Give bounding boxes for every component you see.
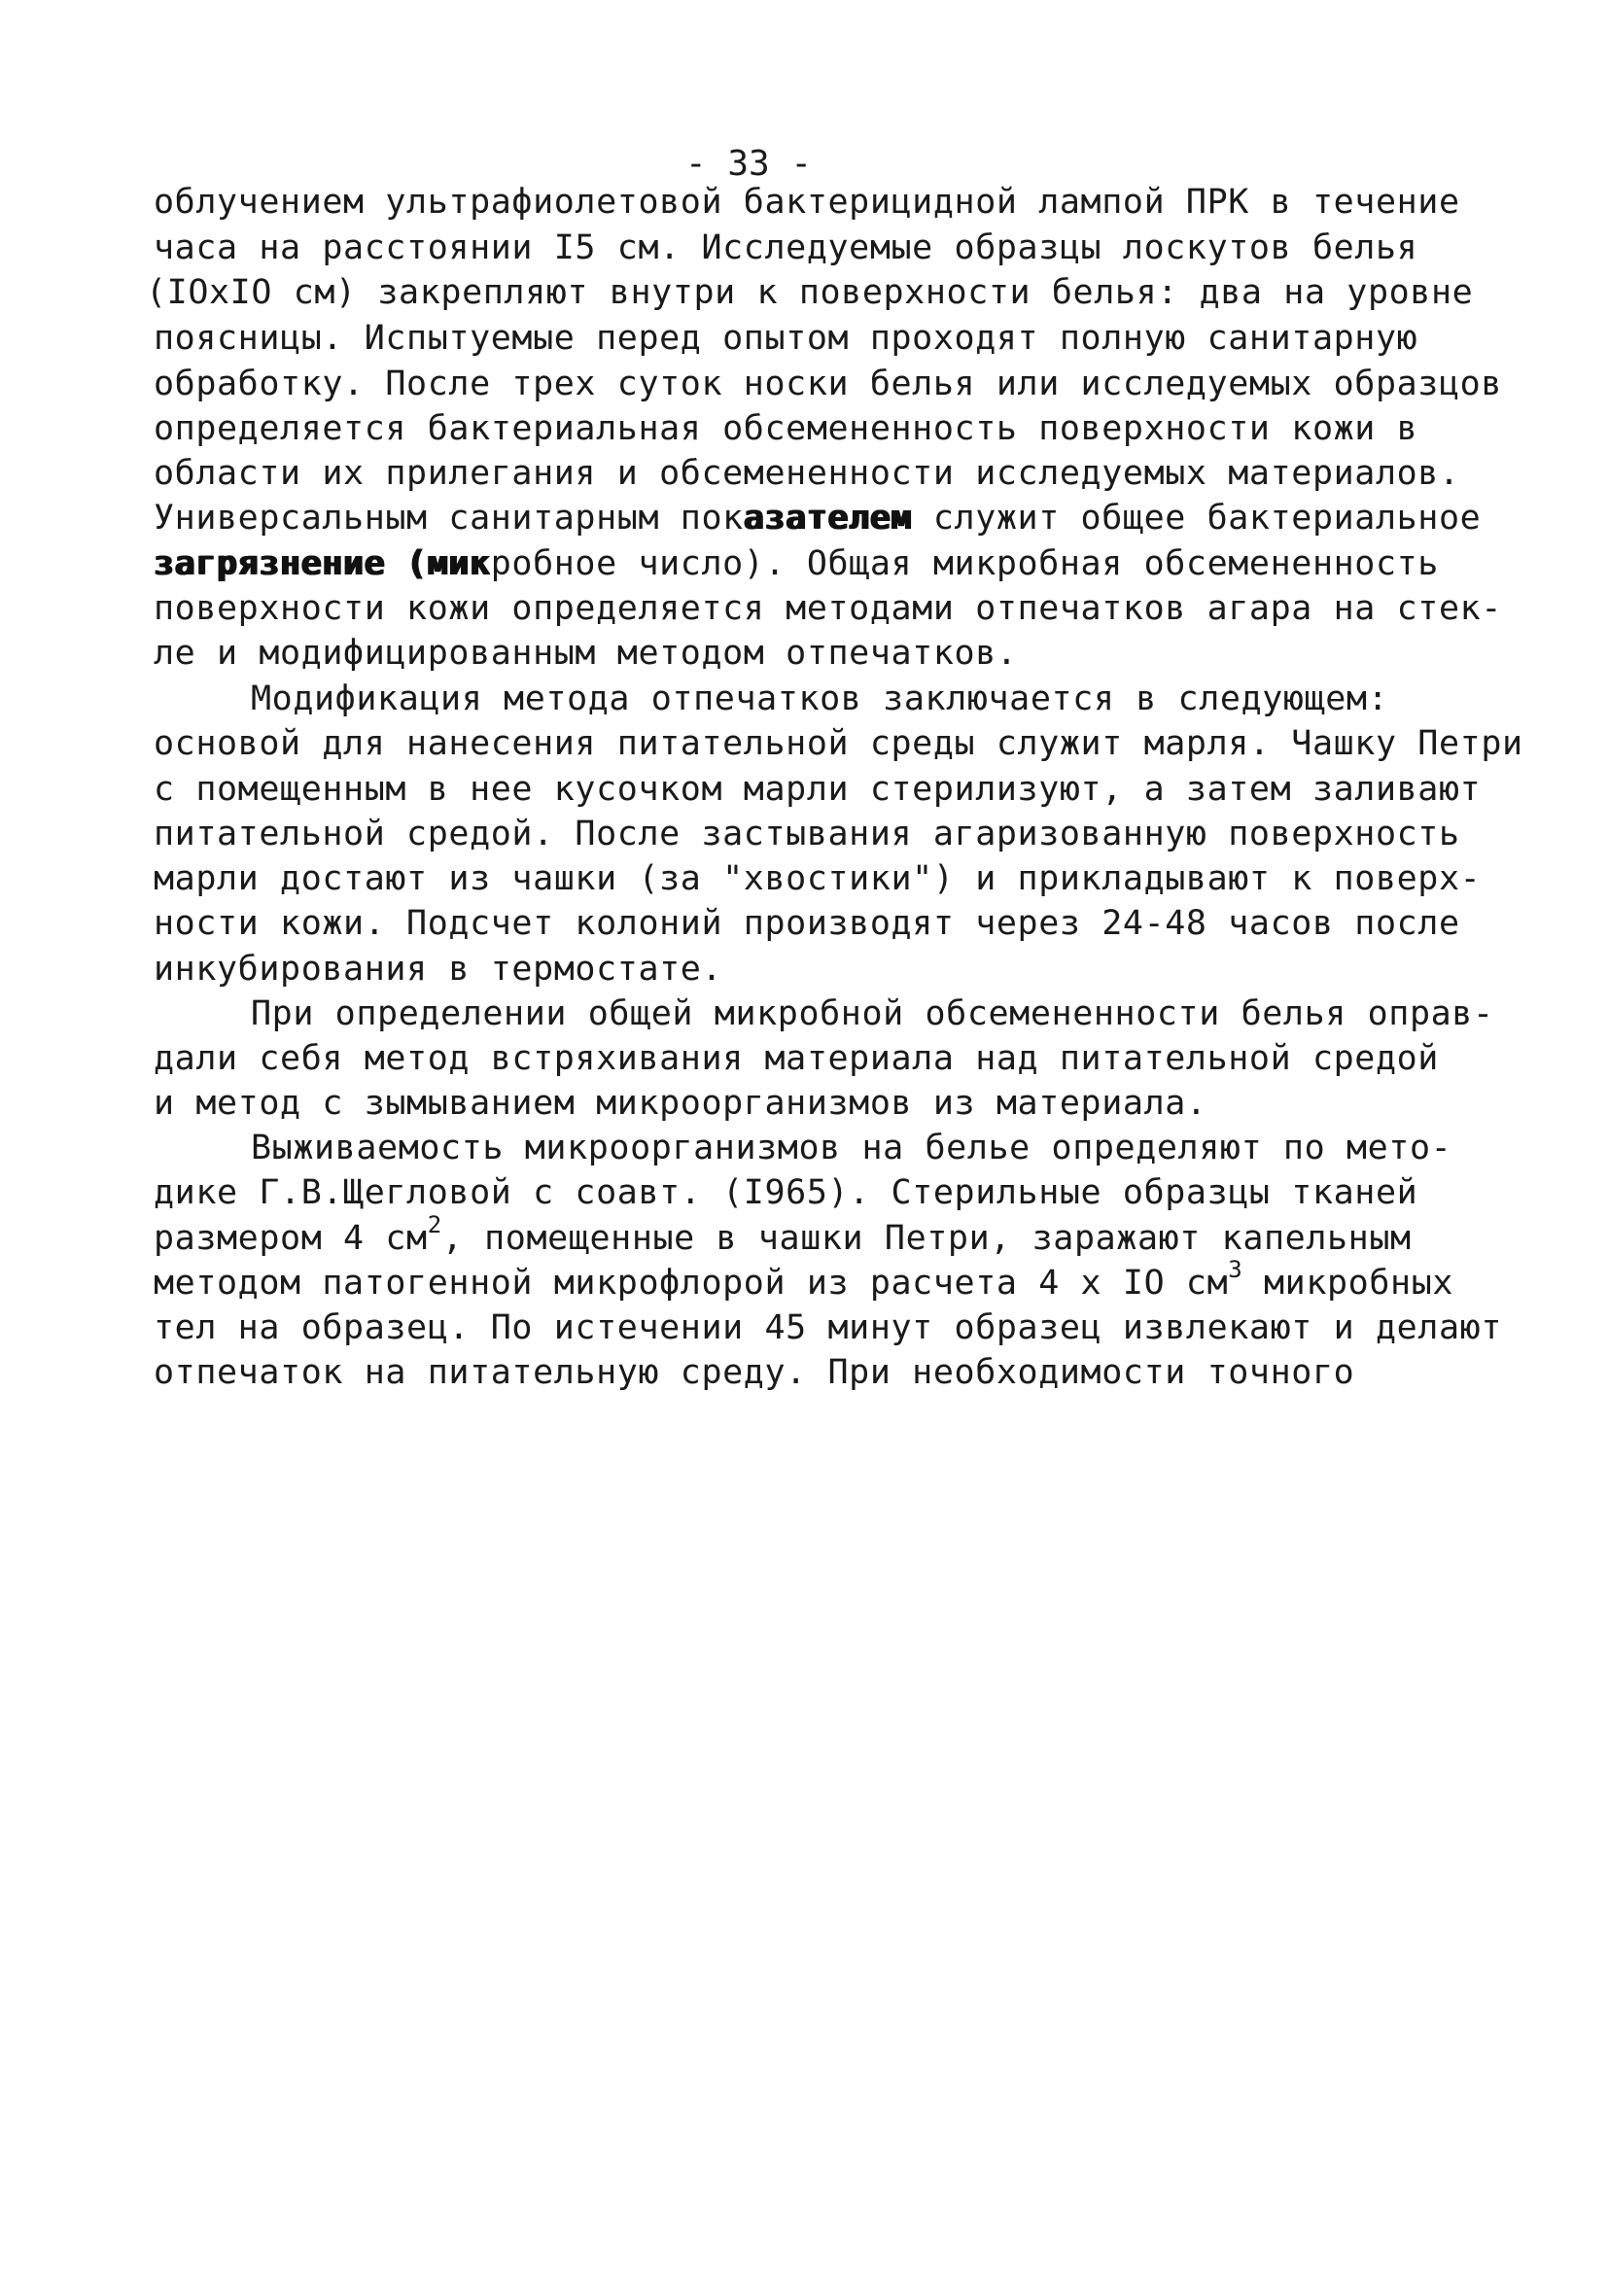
text-line: с помещенным в нее кусочком марли стерилизуют, а затем заливают xyxy=(154,770,1482,809)
text-line: (IOxIO см) закрепляют внутри к поверхности белья: два на уровне xyxy=(146,273,1474,312)
text-line: дике Г.В.Щегловой с соавт. (I965). Стерильные образцы тканей xyxy=(154,1173,1418,1212)
text-fragment: Универсальным санитарным пок xyxy=(154,499,744,538)
paragraph-first-line: При определении общей микробной обсемененности белья оправ- xyxy=(251,994,1494,1033)
text-fragment: методом патогенной микрофлорой из расчета 4 x IO см xyxy=(154,1264,1229,1303)
text-line: основой для нанесения питательной среды служит марля. Чашку Петри xyxy=(154,724,1523,763)
superscript: 3 xyxy=(1228,1256,1243,1284)
text-line: часа на расстоянии I5 см. Исследуемые образцы лоскутов белья xyxy=(154,228,1418,267)
text-line: питательной средой. После застывания агаризованную поверхность xyxy=(154,815,1460,853)
text-line xyxy=(154,1256,1454,1303)
text-line xyxy=(154,544,1439,583)
paragraph-first-line: Выживаемость микроорганизмов на белье определяют по мето- xyxy=(251,1129,1452,1167)
superscript: 2 xyxy=(427,1211,442,1239)
page-number: - 33 - xyxy=(684,144,813,184)
text-line: облучением ультрафиолетовой бактерицидной лампой ПРК в течение xyxy=(154,183,1460,222)
text-line: ле и модифицированным методом отпечатков. xyxy=(154,634,1018,673)
text-line: и метод с зымыванием микроорганизмов из материала. xyxy=(154,1084,1207,1123)
text-line: определяется бактериальная обсемененность поверхности кожи в xyxy=(154,409,1418,448)
text-line: отпечаток на питательную среду. При необходимости точного xyxy=(154,1353,1355,1392)
text-line: поясницы. Испытуемые перед опытом проходят полную санитарную xyxy=(154,319,1418,358)
text-fragment: микробных xyxy=(1242,1264,1454,1303)
text-line: поверхности кожи определяется методами отпечатков агара на стек- xyxy=(154,589,1502,628)
text-fragment: , помещенные в чашки Петри, заражают капельным xyxy=(441,1219,1412,1258)
text-line: инкубирования в термостате. xyxy=(154,950,723,989)
paragraph-first-line: Модификация метода отпечатков заключается в следующем: xyxy=(251,679,1389,718)
text-line: дали себя метод встряхивания материала над питательной средой xyxy=(154,1039,1439,1078)
text-fragment: служит общее бактериальное xyxy=(912,499,1482,538)
text-line: области их прилегания и обсемененности исследуемых материалов. xyxy=(154,454,1460,493)
text-line xyxy=(154,499,1481,538)
text-line: обработку. После трех суток носки белья или исследуемых образцов xyxy=(154,365,1502,403)
text-fragment: размером 4 см xyxy=(154,1219,428,1258)
text-line: тел на образец. По истечении 45 минут образец извлекают и делают xyxy=(154,1308,1502,1347)
text-fragment: робное число). Общая микробная обсемененность xyxy=(490,544,1439,583)
text-line: ности кожи. Подсчет колоний производят через 24-48 часов после xyxy=(154,904,1460,943)
smudged-text: азателем xyxy=(743,499,913,538)
smudged-text: загрязнение (мик xyxy=(154,544,491,583)
text-line: марли достают из чашки (за "хвостики") и прикладывают к поверх- xyxy=(154,859,1482,898)
text-line xyxy=(154,1211,1412,1258)
